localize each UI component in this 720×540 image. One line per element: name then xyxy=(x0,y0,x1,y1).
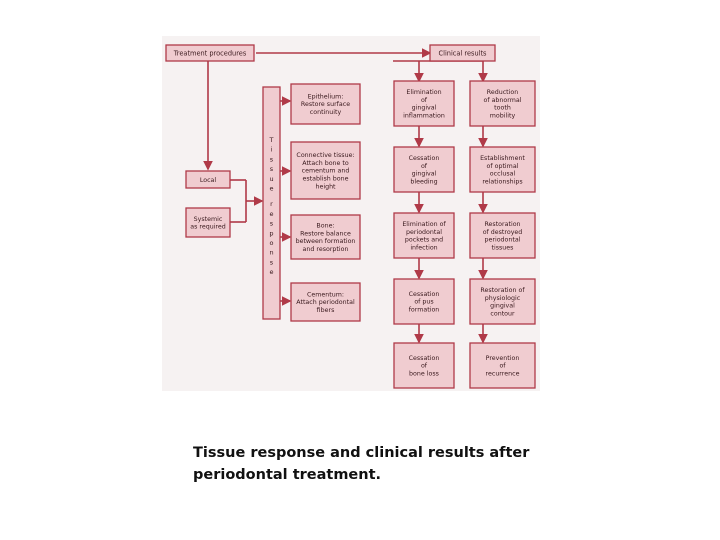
tissue-response-letter: T xyxy=(269,136,274,144)
box-text-line: relationships xyxy=(482,178,523,186)
box-text-line: Restoration of xyxy=(480,287,525,294)
box-text-line: of optimal xyxy=(486,162,519,170)
box-text-line: mobility xyxy=(489,112,516,120)
box-text-line: fibers xyxy=(316,307,335,314)
box-text-line: Cementum: xyxy=(307,291,344,299)
box-text-line: contour xyxy=(490,310,515,318)
tissue-response-letter: s xyxy=(269,165,274,174)
box-text-line: establish bone xyxy=(302,175,349,183)
box-text-line: occlusal xyxy=(489,170,516,178)
box-text-line: Reduction xyxy=(486,89,519,96)
box-text-line: Restore surface xyxy=(300,101,351,109)
tissue-response-letter: s xyxy=(269,219,274,228)
box-text-line: Cessation xyxy=(408,155,440,162)
box-text-line: Attach bone to xyxy=(302,159,349,167)
box-text-line: height xyxy=(315,183,336,191)
tissue-response-letter: p xyxy=(269,229,274,238)
tissue-response-letter: u xyxy=(269,174,274,183)
box-text-line: and resorption xyxy=(302,245,349,253)
box-text-line: bone loss xyxy=(409,370,439,378)
box-text-line: infection xyxy=(410,244,438,252)
box-text-line: Systemic xyxy=(193,215,223,223)
box-text-line: recurrence xyxy=(485,370,520,378)
box-text-line: of xyxy=(499,362,506,370)
box-text-line: continuity xyxy=(309,109,342,116)
tissue-response-letter: e xyxy=(269,268,274,277)
box-text-line: bleeding xyxy=(410,178,438,186)
tissue-response-letter: s xyxy=(269,155,274,164)
tissue-response-letter: o xyxy=(269,239,274,247)
box-text-line: gingival xyxy=(411,104,437,112)
box-text-line: Establishment xyxy=(480,155,525,162)
box-text-line: cementum and xyxy=(301,167,350,175)
box-text-line: Cessation xyxy=(408,290,440,298)
box-text-line: of xyxy=(420,362,428,370)
box-text-line: inflammation xyxy=(403,112,445,120)
box-text-line: tooth xyxy=(494,104,511,112)
box-text-line: of xyxy=(420,162,428,170)
box-text-line: periodontal xyxy=(406,228,442,236)
box-text-line: between formation xyxy=(295,238,356,246)
tissue-response-letter: n xyxy=(269,248,274,257)
box-text-line: formation xyxy=(408,306,440,314)
box-text-line: Connective tissue: xyxy=(296,152,355,160)
box-text-line: Elimination of xyxy=(402,221,446,228)
box-text-line: periodontal xyxy=(484,236,521,244)
box-text-line: as required xyxy=(190,223,226,231)
box-text-line: gingival xyxy=(490,302,515,310)
box-text-line: Bone: xyxy=(316,222,335,230)
box-text-line: Restore balance xyxy=(300,230,351,238)
box-text-line: physiologic xyxy=(484,294,521,302)
box-text-line: of abnormal xyxy=(483,96,522,104)
box-text-line: Attach periodontal xyxy=(296,299,355,307)
box-text-line: of pus xyxy=(414,298,434,306)
systemic-text xyxy=(190,216,226,231)
tissue-response-letter: e xyxy=(269,209,274,218)
treatment-diagram xyxy=(162,36,540,391)
tissue-response-letter: e xyxy=(269,184,274,193)
box-text-line: of destroyed xyxy=(482,228,523,236)
box-text-line: Cessation xyxy=(408,354,440,362)
figure-caption: Tissue response and clinical results after periodontal treatment. xyxy=(193,445,530,483)
tissue-response-letter: i xyxy=(270,145,273,154)
tissue-response-letter: s xyxy=(269,258,274,267)
result-left-2-text xyxy=(409,155,440,185)
box-text-line: Epithelium: xyxy=(307,93,344,101)
box-text-line: tissues xyxy=(491,244,514,252)
treatment-procedures-label: Treatment procedures xyxy=(173,49,247,58)
box-text-line: of xyxy=(420,96,428,104)
box-text-line: pockets and xyxy=(404,236,444,244)
clinical-results-label: Clinical results xyxy=(438,49,487,58)
box-text-line: Elimination xyxy=(406,89,442,96)
tissue-response-letter: r xyxy=(270,200,273,209)
box-text-line: Restoration xyxy=(484,221,521,228)
box-text-line: Prevention xyxy=(485,354,520,362)
local-label: Local xyxy=(199,177,217,184)
box-text-line: gingival xyxy=(411,170,437,178)
